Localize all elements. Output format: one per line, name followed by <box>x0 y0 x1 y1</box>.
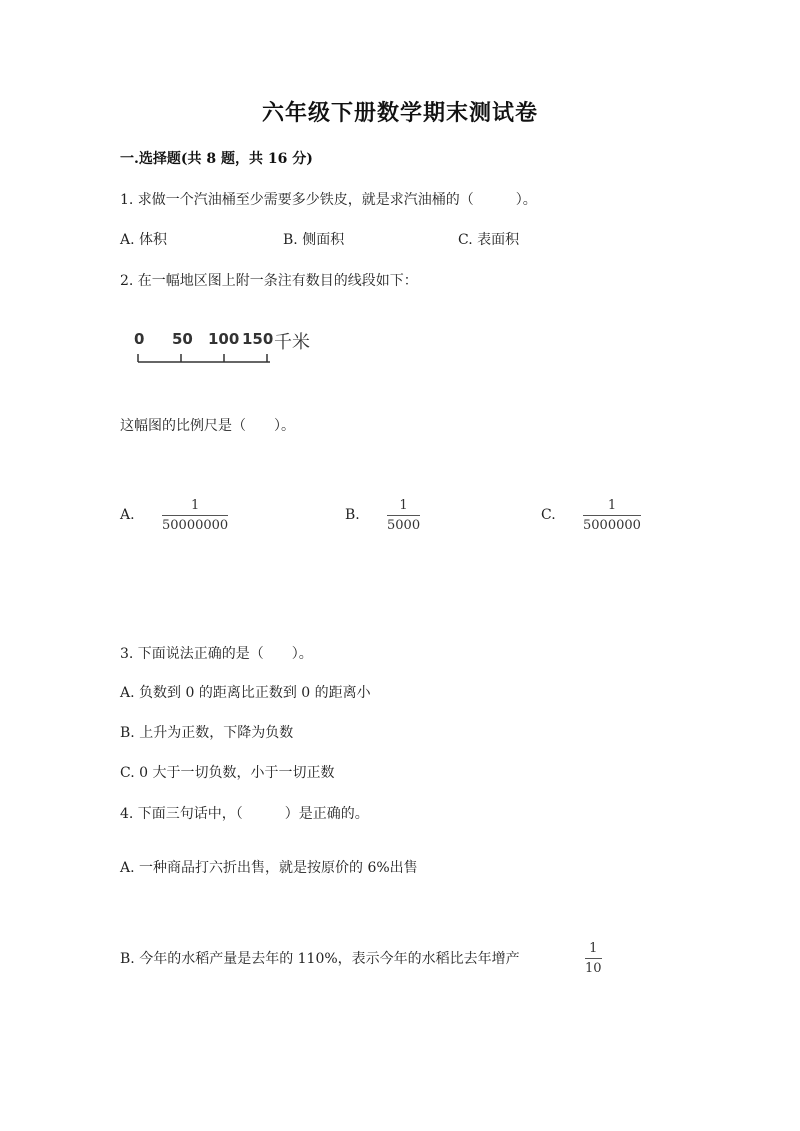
question-4-option-a: A. 一种商品打六折出售，就是按原价的 6%出售 <box>120 860 418 876</box>
fraction-denominator: 50000000 <box>162 518 229 533</box>
fraction-numerator: 1 <box>589 941 598 956</box>
fraction-denominator: 10 <box>585 961 602 976</box>
section-heading: 一.选择题(共 8 题，共 16 分) <box>120 151 313 167</box>
scale-bar-figure <box>134 328 334 368</box>
question-3-option-a: A. 负数到 0 的距离比正数到 0 的距离小 <box>120 685 371 701</box>
question-4-option-b: B. 今年的水稻产量是去年的 110%，表示今年的水稻比去年增产 <box>120 951 520 967</box>
question-1-option-a: A. 体积 <box>120 232 168 248</box>
question-3-text: 3. 下面说法正确的是（ ）。 <box>120 646 313 662</box>
scale-tick-label-50: 50 <box>172 330 193 348</box>
scale-tick-label-0: 0 <box>134 330 145 348</box>
question-2-option-b-letter: B. <box>345 507 360 523</box>
question-3-option-b: B. 上升为正数，下降为负数 <box>120 725 294 741</box>
page-title: 六年级下册数学期末测试卷 <box>261 100 538 126</box>
scale-bar-line <box>134 346 274 366</box>
scale-tick-label-100: 100 <box>208 330 240 348</box>
fraction-numerator: 1 <box>399 498 408 513</box>
scale-tick-label-150: 150 <box>242 330 274 348</box>
question-1-option-b: B. 侧面积 <box>283 232 345 248</box>
question-2-option-c-letter: C. <box>541 507 556 523</box>
question-1-option-c: C. 表面积 <box>458 232 520 248</box>
question-1-text: 1. 求做一个汽油桶至少需要多少铁皮，就是求汽油桶的（ ）。 <box>120 192 537 208</box>
question-2-option-a-fraction <box>162 499 228 532</box>
fraction-numerator: 1 <box>607 498 617 513</box>
question-2-option-a-letter: A. <box>120 507 135 523</box>
fraction-numerator: 1 <box>190 498 200 513</box>
question-2-followup: 这幅图的比例尺是（ ）。 <box>120 418 295 434</box>
fraction-denominator: 5000 <box>387 518 421 533</box>
question-2-option-b-fraction <box>387 499 420 532</box>
fraction-denominator: 5000000 <box>583 518 641 533</box>
scale-unit-label: 千米 <box>274 332 310 353</box>
question-2-text: 2. 在一幅地区图上附一条注有数目的线段如下： <box>120 273 418 289</box>
question-4-option-b-fraction <box>585 942 602 975</box>
question-2-option-c-fraction <box>583 499 641 532</box>
question-4-text: 4. 下面三句话中，（ ）是正确的。 <box>120 806 369 822</box>
question-3-option-c: C. 0 大于一切负数，小于一切正数 <box>120 765 335 781</box>
